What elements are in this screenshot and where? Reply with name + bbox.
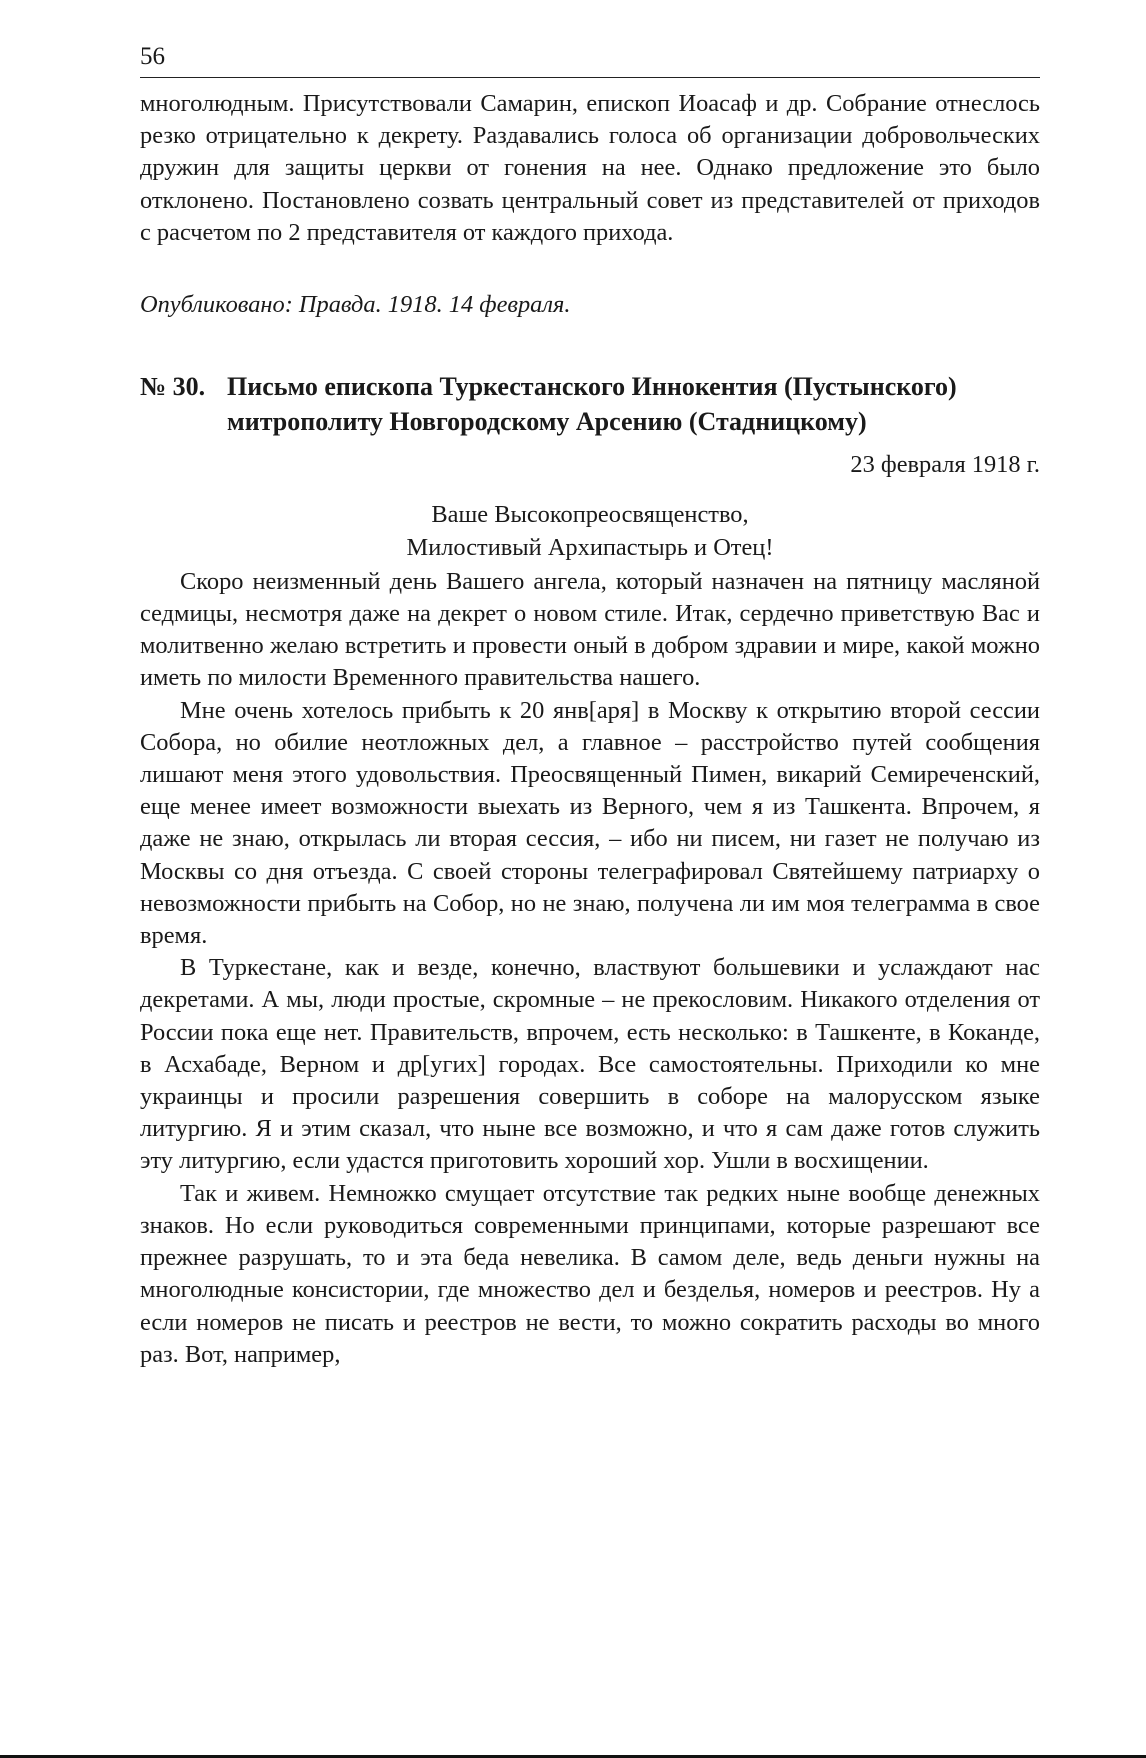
continuation-paragraph: многолюдным. Присутствовали Самарин, епископ Иоасаф и др. Собрание отнеслось резко отрицательно к декрету. Раздавались голоса об организации добровольческих дружин для защиты церкви от гонения на нее. Однако предложение это было отклонено. Постановлено созвать центральный совет из представителей от приходов с расчетом по 2 представителя от каждого прихода. <box>140 90 1040 246</box>
source-note: Опубликовано: Правда. 1918. 14 февраля. <box>140 291 571 319</box>
page-number: 56 <box>140 43 165 70</box>
salutation-line-2: Милостивый Архипастырь и Отец! <box>406 533 774 561</box>
letter-paragraph-1: Скоро неизменный день Вашего ангела, который назначен на пятницу масляной седмицы, несмотря даже на декрет о новом стиле. Итак, сердечно приветствую Вас и молитвенно желаю встретить и провести оный в добром здравии и мире, какой можно иметь по милости Временного правительства нашего. <box>140 567 1040 692</box>
letter-paragraph-4: Так и живем. Немножко смущает отсутствие так редких ныне вообще денежных знаков. Но если руководиться современными принципами, которые разрешают все прежнее разрушать, то и эта беда невелика. В самом деле, ведь деньги нужны на многолюдные консистории, где множество дел и безделья, номеров и реестров. Ну а если номеров не писать и реестров не вести, то можно сократить расходы во много раз. Вот, например, <box>140 1179 1040 1368</box>
salutation-line-1: Ваше Высокопреосвященство, <box>431 501 749 529</box>
document-heading <box>140 369 1040 439</box>
document-date: 23 февраля 1918 г. <box>850 451 1040 479</box>
document-number: № 30. <box>140 372 206 402</box>
header-rule <box>140 77 1040 78</box>
letter-paragraph-3: В Туркестане, как и везде, конечно, властвуют большевики и услаждают нас декретами. А мы, люди простые, скромные – не прекословим. Никакого отделения от России пока еще нет. Правительств, впрочем, есть несколько: в Ташкенте, в Коканде, в Асхабаде, Верном и др[угих] городах. Все самостоятельны. Приходили ко мне украинцы и просили разрешения совершить в соборе на малорусском языке литургию. Я и этим сказал, что ныне все возможно, и что я сам даже готов служить эту литургию, если удастся приготовить хороший хор. Ушли в восхищении. <box>140 954 1040 1175</box>
salutation <box>140 499 1040 563</box>
book-page <box>140 44 1040 1371</box>
letter-paragraph-2: Мне очень хотелось прибыть к 20 янв[аря] в Москву к открытию второй сессии Собора, но обилие неотложных дел, а главное – расстройство путей сообщения лишают меня этого удовольствия. Преосвященный Пимен, викарий Семиреченский, еще менее имеет возможности выехать из Верного, чем я из Ташкента. Впрочем, я даже не знаю, открылась ли вторая сессия, – ибо ни писем, ни газет не получаю из Москвы со дня отъезда. С своей стороны телеграфировал Святейшему патриарху о невозможности прибыть на Собор, но не знаю, получена ли им моя телеграмма в свое время. <box>140 696 1040 950</box>
document-title: Письмо епископа Туркестанского Иннокентия (Пустынского) митрополиту Новгородскому Арсению (Стадницкому) <box>227 372 957 437</box>
